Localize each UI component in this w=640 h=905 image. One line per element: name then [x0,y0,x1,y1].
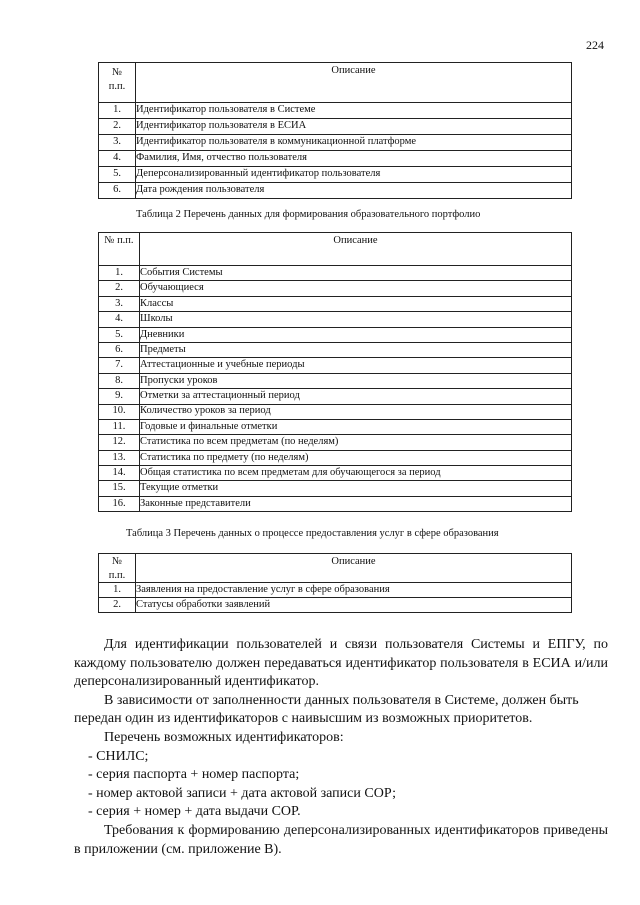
list-item: - серия паспорта + номер паспорта; [88,767,300,783]
header-num: № п.п. [99,554,136,583]
table-row [99,296,572,311]
row-description: Обучающиеся [140,281,572,296]
table-row [99,373,572,388]
row-description: Школы [140,312,572,327]
table-row [99,450,572,465]
table-row [99,266,572,281]
table-row [99,327,572,342]
row-description: Классы [140,296,572,311]
row-description: Общая статистика по всем предметам для обучающегося за период [140,466,572,481]
table-row [99,103,572,119]
row-description: Предметы [140,342,572,357]
row-description: Пропуски уроков [140,373,572,388]
row-description: Статистика по всем предметам (по неделям) [140,435,572,450]
table-header-row [99,554,572,583]
row-number: 7. [99,358,140,373]
paragraph-priority: В зависимости от заполненности данных пользователя в Системе, должен быть передан один из идентификаторов с наивысшим из возможных приоритетов. [74,692,579,727]
row-description: Законные представители [140,496,572,511]
row-number: 12. [99,435,140,450]
table-row [99,481,572,496]
row-description: Фамилия, Имя, отчество пользователя [136,151,572,167]
row-number: 14. [99,466,140,481]
row-number: 1. [99,583,136,598]
row-description: Дата рождения пользователя [136,183,572,199]
paragraph-list-intro: Перечень возможных идентификаторов: [104,729,344,745]
row-number: 4. [99,151,136,167]
row-number: 9. [99,389,140,404]
row-description: Аттестационные и учебные периоды [140,358,572,373]
header-num: № п.п. [99,233,140,266]
table-row [99,151,572,167]
row-number: 11. [99,419,140,434]
body-text [74,636,608,859]
row-number: 6. [99,183,136,199]
user-identifiers-table [98,62,572,199]
table-row [99,466,572,481]
row-description: Статусы обработки заявлений [136,598,572,613]
row-description: Идентификатор пользователя в Системе [136,103,572,119]
row-number: 3. [99,135,136,151]
table-row [99,404,572,419]
row-description: Идентификатор пользователя в ЕСИА [136,119,572,135]
row-description: Статистика по предмету (по неделям) [140,450,572,465]
row-description: Текущие отметки [140,481,572,496]
table-row [99,312,572,327]
row-number: 6. [99,342,140,357]
row-number: 15. [99,481,140,496]
row-number: 1. [99,266,140,281]
row-description: Дневники [140,327,572,342]
table-row [99,167,572,183]
row-description: Годовые и финальные отметки [140,419,572,434]
row-number: 4. [99,312,140,327]
row-description: События Системы [140,266,572,281]
row-number: 13. [99,450,140,465]
services-data-table [98,553,572,613]
list-item: - серия + номер + дата выдачи СОР. [88,804,301,820]
table-row [99,389,572,404]
table-row [99,119,572,135]
paragraph-identification: Для идентификации пользователей и связи пользователя Системы и ЕПГУ, по каждому пользователю должен передаваться идентификатор пользователя в ЕСИА и/или деперсонализированный идентификатор. [74,637,608,690]
table-header-row [99,233,572,266]
portfolio-data-table [98,232,572,512]
table-row [99,583,572,598]
table-row [99,281,572,296]
row-number: 5. [99,327,140,342]
table-row [99,496,572,511]
row-number: 8. [99,373,140,388]
row-number: 1. [99,103,136,119]
table-row [99,358,572,373]
header-desc: Описание [136,554,572,583]
row-description: Заявления на предоставление услуг в сфере образования [136,583,572,598]
row-description: Отметки за аттестационный период [140,389,572,404]
table-row [99,135,572,151]
header-num: № п.п. [99,63,136,103]
table-header-row [99,63,572,103]
header-desc: Описание [140,233,572,266]
list-item: - номер актовой записи + дата актовой записи СОР; [88,785,397,801]
row-number: 2. [99,119,136,135]
table-row [99,435,572,450]
table-row [99,183,572,199]
row-description: Количество уроков за период [140,404,572,419]
row-number: 5. [99,167,136,183]
table2-caption: Таблица 2 Перечень данных для формирования образовательного портфолио [136,209,481,220]
row-number: 3. [99,296,140,311]
paragraph-requirements: Требования к формированию деперсонализированных идентификаторов приведены в приложении (см. приложение В). [74,822,608,857]
header-desc: Описание [136,63,572,103]
page-number: 224 [586,38,604,52]
row-description: Идентификатор пользователя в коммуникационной платформе [136,135,572,151]
row-description: Деперсонализированный идентификатор пользователя [136,167,572,183]
row-number: 2. [99,598,136,613]
table-row [99,419,572,434]
row-number: 16. [99,496,140,511]
list-item: - СНИЛС; [88,748,149,764]
table3-caption: Таблица 3 Перечень данных о процессе предоставления услуг в сфере образования [126,528,499,539]
table-row [99,598,572,613]
row-number: 2. [99,281,140,296]
table-row [99,342,572,357]
row-number: 10. [99,404,140,419]
